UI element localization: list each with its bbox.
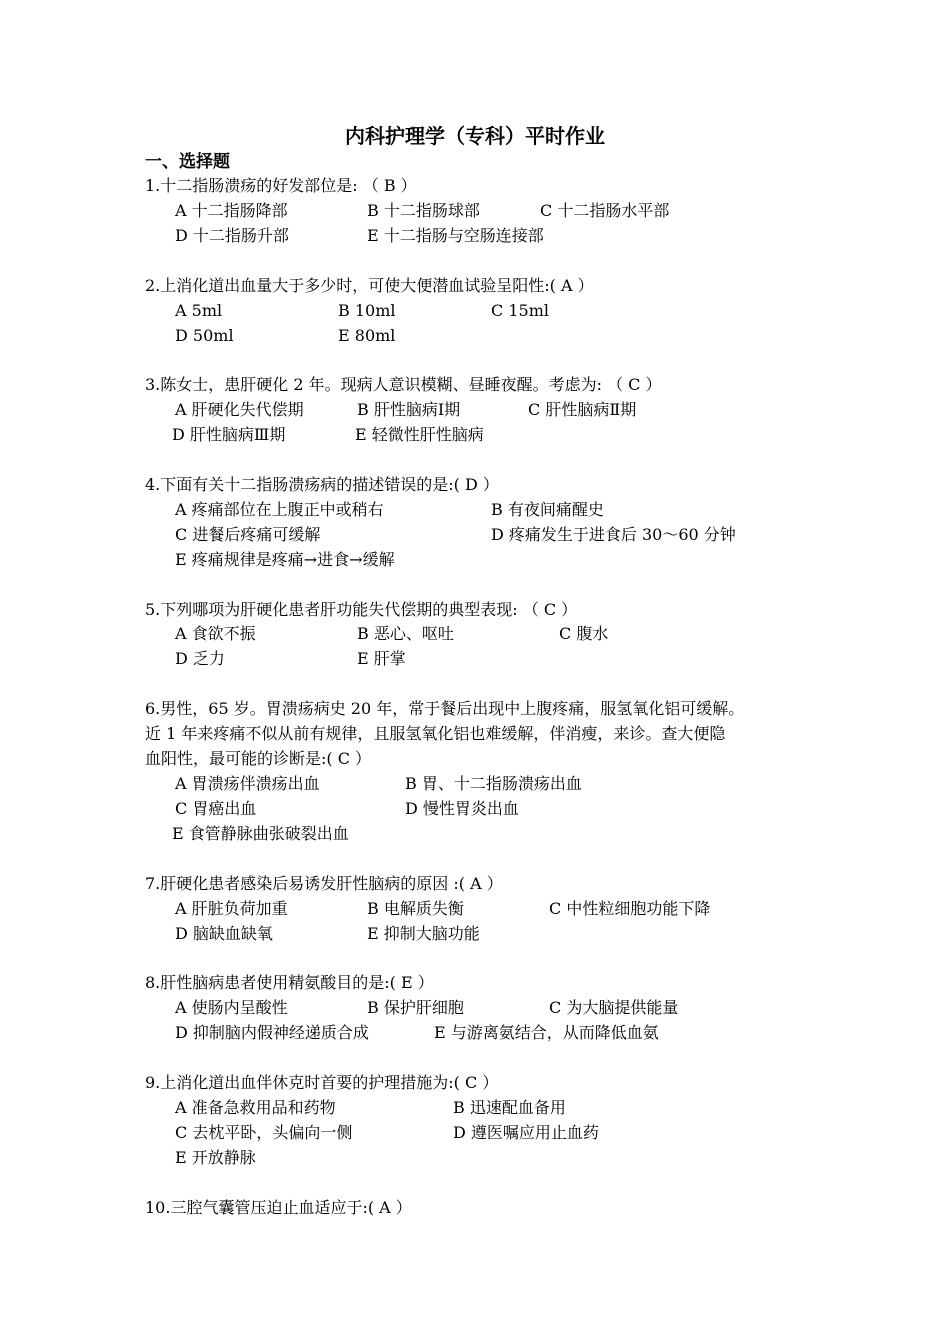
question-9-option-b: B 迅速配血备用 (453, 1098, 566, 1117)
question-4-option-c: C 进餐后疼痛可缓解 (175, 525, 321, 544)
question-4-stem: 4.下面有关十二指肠溃疡病的描述错误的是:( D ） (145, 475, 499, 494)
question-6-option-d: D 慢性胃炎出血 (405, 799, 519, 818)
question-9-option-e: E 开放静脉 (175, 1148, 256, 1167)
question-2-option-d: D 50ml (175, 326, 234, 345)
question-1-option-a: A 十二指肠降部 (175, 201, 288, 220)
question-9-option-a: A 准备急救用品和药物 (175, 1098, 336, 1117)
section-heading: 一、选择题 (145, 152, 230, 172)
question-8-option-b: B 保护肝细胞 (367, 998, 464, 1017)
question-5-option-a: A 食欲不振 (175, 624, 256, 643)
question-1-option-d: D 十二指肠升部 (175, 226, 289, 245)
question-3-stem: 3.陈女士，患肝硬化 2 年。现病人意识模糊、昼睡夜醒。考虑为: （ C ） (145, 375, 662, 394)
question-5-option-c: C 腹水 (559, 624, 609, 643)
question-6-option-a: A 胃溃疡伴溃疡出血 (175, 774, 320, 793)
question-2-option-e: E 80ml (338, 326, 396, 345)
question-5-option-b: B 恶心、呕吐 (357, 624, 454, 643)
question-5-stem: 5.下列哪项为肝硬化患者肝功能失代偿期的典型表现: （ C ） (145, 600, 578, 619)
question-5-option-d: D 乏力 (175, 649, 225, 668)
question-2-stem: 2.上消化道出血量大于多少时，可使大便潜血试验呈阳性:( A ） (145, 276, 594, 295)
question-4-option-e: E 疼痛规律是疼痛→进食→缓解 (175, 550, 395, 569)
question-2-option-a: A 5ml (175, 301, 223, 320)
question-9-stem: 9.上消化道出血伴休克时首要的护理措施为:( C ） (145, 1073, 499, 1092)
question-8-option-e: E 与游离氨结合，从而降低血氨 (434, 1023, 659, 1042)
question-7-option-e: E 抑制大脑功能 (367, 924, 480, 943)
question-8-option-a: A 使肠内呈酸性 (175, 998, 288, 1017)
question-8-stem: 8.肝性脑病患者使用精氨酸目的是:( E ） (145, 973, 434, 992)
question-6-option-c: C 胃癌出血 (175, 799, 257, 818)
question-1-option-b: B 十二指肠球部 (367, 201, 480, 220)
question-1-option-c: C 十二指肠水平部 (540, 201, 670, 220)
question-6-stem-line-3: 血阳性，最可能的诊断是:( C ） (145, 749, 372, 768)
question-6-option-b: B 胃、十二指肠溃疡出血 (405, 774, 582, 793)
question-10-stem: 10.三腔气囊管压迫止血适应于:( A ） (145, 1198, 412, 1217)
question-6-stem-line-2: 近 1 年来疼痛不似从前有规律，且服氢氧化铝也难缓解，伴消瘦，来诊。查大便隐 (145, 724, 726, 743)
question-3-option-b: B 肝性脑病Ⅰ期 (357, 400, 461, 419)
question-7-option-c: C 中性粒细胞功能下降 (549, 899, 711, 918)
question-2-option-c: C 15ml (491, 301, 549, 320)
question-1-option-e: E 十二指肠与空肠连接部 (367, 226, 544, 245)
question-9-option-d: D 遵医嘱应用止血药 (453, 1123, 599, 1142)
question-2-option-b: B 10ml (338, 301, 396, 320)
question-7-option-b: B 电解质失衡 (367, 899, 464, 918)
question-4-option-b: B 有夜间痛醒史 (491, 500, 604, 519)
question-7-option-d: D 脑缺血缺氧 (175, 924, 273, 943)
question-4-option-d: D 疼痛发生于进食后 30～60 分钟 (491, 525, 736, 544)
question-3-option-d: D 肝性脑病Ⅲ期 (172, 425, 286, 444)
question-6-option-e: E 食管静脉曲张破裂出血 (172, 824, 349, 843)
question-7-stem: 7.肝硬化患者感染后易诱发肝性脑病的原因 :( A ） (145, 874, 503, 893)
question-1-stem: 1.十二指肠溃疡的好发部位是: （ B ） (145, 176, 417, 195)
question-4-option-a: A 疼痛部位在上腹正中或稍右 (175, 500, 384, 519)
document-title: 内科护理学（专科）平时作业 (345, 124, 605, 148)
question-3-option-e: E 轻微性肝性脑病 (355, 425, 484, 444)
question-6-stem-line-1: 6.男性，65 岁。胃溃疡病史 20 年，常于餐后出现中上腹疼痛，服氢氧化铝可缓解。 (145, 699, 745, 718)
question-9-option-c: C 去枕平卧，头偏向一侧 (175, 1123, 353, 1142)
question-3-option-c: C 肝性脑病Ⅱ期 (528, 400, 637, 419)
question-5-option-e: E 肝掌 (357, 649, 406, 668)
question-8-option-c: C 为大脑提供能量 (549, 998, 679, 1017)
question-3-option-a: A 肝硬化失代偿期 (175, 400, 304, 419)
question-7-option-a: A 肝脏负荷加重 (175, 899, 288, 918)
question-8-option-d: D 抑制脑内假神经递质合成 (175, 1023, 369, 1042)
